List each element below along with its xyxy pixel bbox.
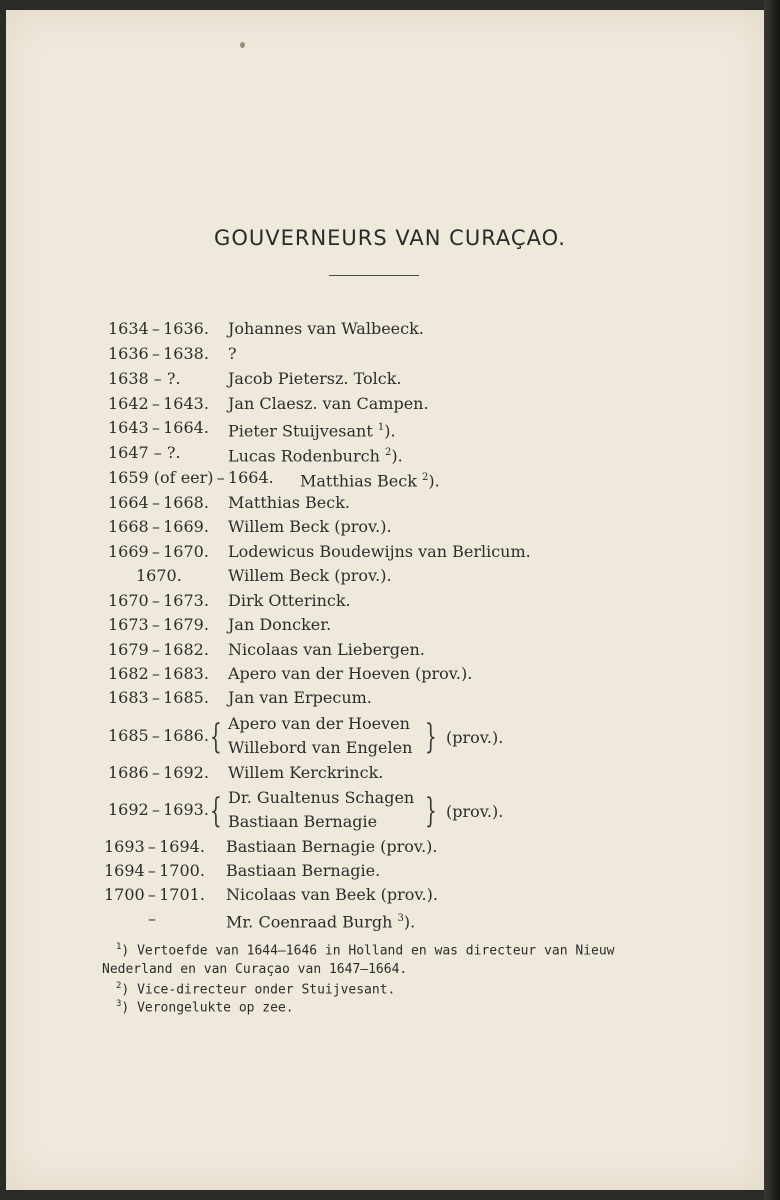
row-years: 1692 – 1693.	[108, 800, 209, 819]
row-name: Bastiaan Bernagie	[228, 812, 378, 831]
row-name: Jan Claesz. van Campen.	[228, 394, 429, 413]
footnote-ref: 2	[384, 447, 392, 458]
table-row	[0, 788, 780, 838]
row-name: Apero van der Hoeven	[228, 714, 410, 733]
row-name: Matthias Beck $^2$).	[300, 471, 440, 491]
row-name: Willebord van Engelen	[228, 738, 413, 757]
row-years: 1668 – 1669.	[108, 517, 209, 536]
row-years: 1679 – 1682.	[108, 640, 209, 659]
footnote-ref: 2	[422, 472, 429, 483]
right-brace: }	[424, 717, 437, 757]
table-row	[0, 714, 780, 764]
row-name: Johannes van Walbeeck.	[228, 319, 424, 338]
row-years: 1685 – 1686.	[108, 726, 209, 745]
row-years: 1664 – 1668.	[108, 493, 209, 512]
right-brace: }	[424, 791, 437, 831]
page-title: GOUVERNEURS VAN CURAÇAO.	[214, 226, 566, 250]
row-years: 1683 – 1685.	[108, 688, 209, 707]
footnote-mark: 3	[116, 999, 122, 1009]
footnote: Nederland en van Curaçao van 1647—1664.	[102, 962, 408, 977]
row-suffix: (prov.).	[446, 728, 504, 747]
row-name: Matthias Beck.	[228, 493, 351, 512]
page-edge	[764, 0, 780, 1200]
row-name: Dirk Otterinck.	[228, 591, 351, 610]
row-name: Mr. Coenraad Burgh $^3$).	[226, 912, 416, 932]
footnote: $^2$) Vice-directeur onder Stuijvesant.	[116, 981, 396, 998]
row-name: ?	[228, 344, 237, 363]
row-years: 1673 – 1679.	[108, 615, 209, 634]
footnote: $^3$) Verongelukte op zee.	[116, 999, 294, 1016]
row-name: Jan Doncker.	[228, 615, 332, 634]
row-years: 1693 – 1694.	[104, 837, 205, 856]
row-name: Lucas Rodenburch $^2$).	[228, 446, 403, 466]
row-years: 1642 – 1643.	[108, 394, 209, 413]
footnote-ref: 1	[377, 422, 385, 433]
row-name: Willem Beck (prov.).	[228, 566, 392, 585]
row-years: 1647 – ?.	[108, 443, 181, 462]
row-name: Bastiaan Bernagie (prov.).	[226, 837, 438, 856]
row-name: Willem Beck (prov.).	[228, 517, 392, 536]
row-suffix: (prov.).	[446, 802, 504, 821]
row-name: Pieter Stuijvesant $^1$).	[228, 421, 396, 441]
row-years: 1643 – 1664.	[108, 418, 209, 437]
footnote-ref: 3	[397, 913, 404, 924]
row-name: Willem Kerckrinck.	[228, 763, 384, 782]
row-years: 1638 – ?.	[108, 369, 181, 388]
row-years: 1634 – 1636.	[108, 319, 209, 338]
footnote-mark: 1	[116, 942, 122, 952]
row-name: Bastiaan Bernagie.	[226, 861, 381, 880]
row-years: 1694 – 1700.	[104, 861, 205, 880]
left-brace: {	[209, 791, 222, 831]
row-years: 1670.	[136, 566, 182, 585]
row-name: Nicolaas van Liebergen.	[228, 640, 425, 659]
left-brace: {	[209, 717, 222, 757]
title-rule	[329, 275, 419, 276]
row-years: 1682 – 1683.	[108, 664, 209, 683]
row-years: 1636 – 1638.	[108, 344, 209, 363]
paper-speck	[240, 42, 245, 48]
row-years: 1670 – 1673.	[108, 591, 209, 610]
row-years: 1700 – 1701.	[104, 885, 205, 904]
row-years: 1659 (of eer) – 1664.	[108, 468, 274, 487]
row-name: Jacob Pietersz. Tolck.	[228, 369, 402, 388]
row-name: Nicolaas van Beek (prov.).	[226, 885, 438, 904]
footnote: $^1$) Vertoefde van 1644—1646 in Holland en was directeur van Nieuw	[116, 942, 615, 959]
footnote-mark: 2	[116, 981, 122, 991]
row-years: 1669 – 1670.	[108, 542, 209, 561]
row-name: Dr. Gualtenus Schagen	[228, 788, 415, 807]
row-name: Jan van Erpecum.	[228, 688, 372, 707]
row-name: Lodewicus Boudewijns van Berlicum.	[228, 542, 531, 561]
row-years: –	[148, 909, 156, 928]
row-name: Apero van der Hoeven (prov.).	[228, 664, 473, 683]
row-years: 1686 – 1692.	[108, 763, 209, 782]
